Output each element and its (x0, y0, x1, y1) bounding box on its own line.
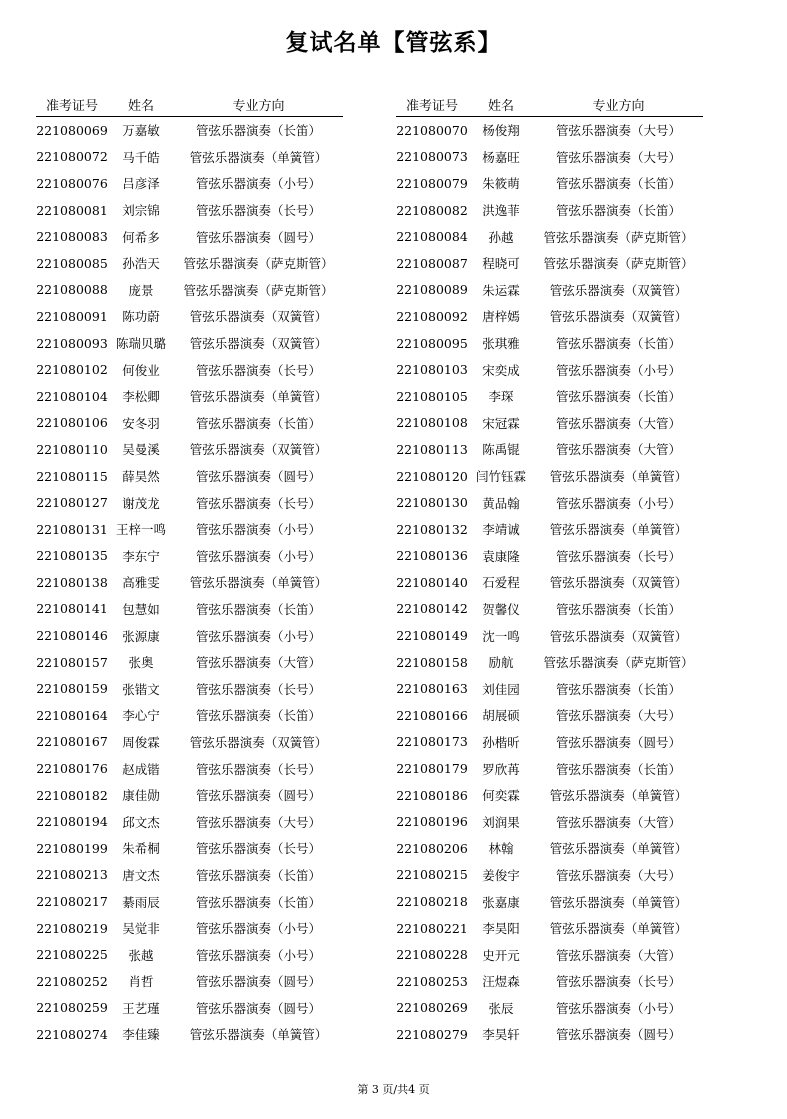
cell-exam-id: 221080146 (36, 628, 108, 644)
cell-major: 管弦乐器演奏（长笛） (195, 708, 321, 724)
table-row (396, 915, 703, 942)
table-row (36, 915, 343, 942)
cell-exam-id: 221080131 (36, 521, 108, 537)
cell-name: 胡展硕 (482, 708, 520, 724)
table-row (36, 888, 343, 915)
cell-name: 吴曼溪 (122, 442, 160, 458)
cell-exam-id: 221080142 (396, 601, 468, 617)
cell-exam-id: 221080092 (396, 308, 468, 324)
cell-name: 励航 (488, 655, 514, 671)
table-row (396, 250, 703, 277)
table-row (36, 702, 343, 729)
table-row (36, 755, 343, 782)
cell-name: 洪逸菲 (482, 203, 520, 219)
cell-name: 吴觉非 (122, 921, 160, 937)
cell-name: 孙浩天 (122, 256, 160, 272)
table-row (396, 303, 703, 330)
table-row (36, 941, 343, 968)
cell-name: 张辰 (488, 1000, 514, 1016)
cell-name: 周俊霖 (122, 734, 160, 750)
cell-exam-id: 221080089 (396, 282, 468, 298)
cell-major: 管弦乐器演奏（大管） (555, 814, 681, 830)
table-row (396, 782, 703, 809)
cell-major: 管弦乐器演奏（小号） (195, 947, 321, 963)
column-header-major: 专业方向 (534, 93, 703, 117)
cell-name: 汪煜森 (482, 974, 520, 990)
cell-name: 邱文杰 (122, 814, 160, 830)
cell-exam-id: 221080130 (396, 495, 468, 511)
cell-major: 管弦乐器演奏（单簧管） (189, 149, 328, 165)
cell-major: 管弦乐器演奏（大管） (555, 947, 681, 963)
column-header-id: 准考证号 (36, 93, 108, 117)
table-row (396, 463, 703, 490)
cell-name: 袁康隆 (482, 548, 520, 564)
table-row (36, 649, 343, 676)
cell-exam-id: 221080221 (396, 920, 468, 936)
cell-exam-id: 221080179 (396, 761, 468, 777)
cell-exam-id: 221080253 (396, 973, 468, 989)
table-row (36, 569, 343, 596)
table-row (36, 170, 343, 197)
cell-name: 陈禹锟 (482, 442, 520, 458)
table-row (396, 410, 703, 437)
cell-name: 宋冠霖 (482, 415, 520, 431)
cell-exam-id: 221080127 (36, 495, 108, 511)
table-row (36, 223, 343, 250)
cell-name: 唐文杰 (122, 867, 160, 883)
table-row (396, 755, 703, 782)
cell-major: 管弦乐器演奏（单簧管） (549, 522, 688, 538)
cell-exam-id: 221080163 (396, 681, 468, 697)
cell-exam-id: 221080120 (396, 468, 468, 484)
cell-major: 管弦乐器演奏（长号） (195, 841, 321, 857)
cell-name: 谢茂龙 (122, 495, 160, 511)
cell-major: 管弦乐器演奏（单簧管） (549, 841, 688, 857)
cell-exam-id: 221080158 (396, 654, 468, 670)
cell-name: 张嘉康 (482, 894, 520, 910)
cell-exam-id: 221080082 (396, 202, 468, 218)
cell-name: 赵成锴 (122, 761, 160, 777)
cell-exam-id: 221080279 (396, 1026, 468, 1042)
cell-major: 管弦乐器演奏（单簧管） (549, 894, 688, 910)
table-row (396, 596, 703, 623)
cell-major: 管弦乐器演奏（长笛） (195, 415, 321, 431)
table-row (396, 197, 703, 224)
cell-major: 管弦乐器演奏（单簧管） (549, 788, 688, 804)
table-row (396, 383, 703, 410)
cell-major: 管弦乐器演奏（小号） (555, 495, 681, 511)
cell-major: 管弦乐器演奏（大管） (555, 442, 681, 458)
table-row (396, 330, 703, 357)
cell-major: 管弦乐器演奏（小号） (555, 362, 681, 378)
table-row (36, 277, 343, 304)
cell-exam-id: 221080206 (396, 840, 468, 856)
cell-exam-id: 221080252 (36, 973, 108, 989)
cell-exam-id: 221080159 (36, 681, 108, 697)
cell-exam-id: 221080166 (396, 707, 468, 723)
cell-exam-id: 221080104 (36, 388, 108, 404)
table-row (36, 356, 343, 383)
cell-exam-id: 221080084 (396, 229, 468, 245)
table-header-row (36, 93, 343, 117)
cell-exam-id: 221080108 (396, 415, 468, 431)
table-row (36, 330, 343, 357)
cell-name: 何希多 (122, 229, 160, 245)
cell-name: 薛昊然 (122, 469, 160, 485)
cell-name: 孙楷昕 (482, 734, 520, 750)
cell-exam-id: 221080103 (396, 362, 468, 378)
table-row (36, 729, 343, 756)
table-row (396, 489, 703, 516)
cell-name: 黄品翰 (482, 495, 520, 511)
cell-exam-id: 221080093 (36, 335, 108, 351)
table-row (396, 170, 703, 197)
table-row (36, 489, 343, 516)
table-row (36, 1021, 343, 1048)
cell-exam-id: 221080138 (36, 574, 108, 590)
cell-exam-id: 221080113 (396, 441, 468, 457)
cell-exam-id: 221080135 (36, 548, 108, 564)
table-row (36, 436, 343, 463)
cell-name: 张奥 (128, 655, 154, 671)
cell-name: 贺馨仪 (482, 601, 520, 617)
table-row (36, 675, 343, 702)
cell-name: 史开元 (482, 947, 520, 963)
cell-major: 管弦乐器演奏（圆号） (195, 469, 321, 485)
cell-major: 管弦乐器演奏（大号） (195, 814, 321, 830)
cell-name: 林翰 (488, 841, 514, 857)
column-header-major: 专业方向 (174, 93, 343, 117)
column-header-id: 准考证号 (396, 93, 468, 117)
cell-name: 张锴文 (122, 681, 160, 697)
cell-major: 管弦乐器演奏（长笛） (555, 389, 681, 405)
cell-name: 朱筱萌 (482, 176, 520, 192)
cell-exam-id: 221080215 (396, 867, 468, 883)
table-row (396, 144, 703, 171)
cell-exam-id: 221080083 (36, 229, 108, 245)
cell-major: 管弦乐器演奏（长号） (195, 681, 321, 697)
table-header-row (396, 93, 703, 117)
cell-name: 康佳勋 (122, 788, 160, 804)
cell-name: 王梓一鸣 (115, 522, 166, 538)
cell-exam-id: 221080149 (396, 628, 468, 644)
cell-major: 管弦乐器演奏（长笛） (555, 176, 681, 192)
table-row (36, 144, 343, 171)
cell-exam-id: 221080132 (396, 521, 468, 537)
table-row (36, 197, 343, 224)
table-row (36, 808, 343, 835)
cell-exam-id: 221080186 (396, 787, 468, 803)
cell-exam-id: 221080069 (36, 122, 108, 138)
cell-name: 沈一鸣 (482, 628, 520, 644)
cell-major: 管弦乐器演奏（长笛） (195, 894, 321, 910)
cell-name: 李昊阳 (482, 921, 520, 937)
table-row (396, 223, 703, 250)
table-row (396, 569, 703, 596)
cell-exam-id: 221080087 (396, 255, 468, 271)
table-row (396, 1021, 703, 1048)
cell-major: 管弦乐器演奏（单簧管） (189, 389, 328, 405)
page-number: 第 3 页/共4 页 (357, 1083, 430, 1096)
cell-major: 管弦乐器演奏（小号） (195, 176, 321, 192)
cell-name: 庞景 (128, 282, 154, 298)
cell-name: 何俊业 (122, 362, 160, 378)
cell-exam-id: 221080106 (36, 415, 108, 431)
cell-major: 管弦乐器演奏（单簧管） (189, 575, 328, 591)
cell-exam-id: 221080176 (36, 761, 108, 777)
cell-major: 管弦乐器演奏（圆号） (555, 734, 681, 750)
table-row (36, 410, 343, 437)
cell-major: 管弦乐器演奏（双簧管） (189, 734, 328, 750)
table-row (36, 968, 343, 995)
table-row (36, 117, 343, 144)
cell-name: 张源康 (122, 628, 160, 644)
cell-major: 管弦乐器演奏（小号） (195, 548, 321, 564)
table-row (36, 596, 343, 623)
cell-major: 管弦乐器演奏（圆号） (195, 974, 321, 990)
cell-name: 李佳臻 (122, 1027, 160, 1043)
table-row (396, 888, 703, 915)
table-row (36, 995, 343, 1022)
cell-major: 管弦乐器演奏（双簧管） (549, 628, 688, 644)
cell-name: 唐梓嫣 (482, 309, 520, 325)
table-row (396, 968, 703, 995)
cell-major: 管弦乐器演奏（长笛） (555, 203, 681, 219)
table-row (396, 941, 703, 968)
table-row (396, 516, 703, 543)
cell-exam-id: 221080141 (36, 601, 108, 617)
cell-major: 管弦乐器演奏（双簧管） (549, 575, 688, 591)
table-row (396, 117, 703, 144)
cell-major: 管弦乐器演奏（小号） (195, 522, 321, 538)
table-row (396, 436, 703, 463)
table-row (36, 383, 343, 410)
cell-major: 管弦乐器演奏（萨克斯管） (183, 256, 334, 272)
roster-table-left (36, 93, 343, 1048)
cell-exam-id: 221080259 (36, 1000, 108, 1016)
cell-major: 管弦乐器演奏（长号） (555, 974, 681, 990)
cell-name: 杨嘉旺 (482, 149, 520, 165)
cell-exam-id: 221080173 (396, 734, 468, 750)
cell-major: 管弦乐器演奏（大号） (555, 867, 681, 883)
cell-major: 管弦乐器演奏（圆号） (195, 1000, 321, 1016)
cell-exam-id: 221080081 (36, 202, 108, 218)
cell-name: 刘佳园 (482, 681, 520, 697)
cell-name: 李东宁 (122, 548, 160, 564)
cell-major: 管弦乐器演奏（长笛） (555, 601, 681, 617)
cell-major: 管弦乐器演奏（大管） (555, 415, 681, 431)
cell-major: 管弦乐器演奏（长笛） (555, 336, 681, 352)
cell-name: 李靖诚 (482, 522, 520, 538)
cell-exam-id: 221080073 (396, 149, 468, 165)
cell-major: 管弦乐器演奏（大管） (195, 655, 321, 671)
table-row (36, 622, 343, 649)
cell-major: 管弦乐器演奏（长号） (555, 548, 681, 564)
cell-name: 张越 (128, 947, 154, 963)
cell-name: 宋奕成 (482, 362, 520, 378)
cell-name: 朱运霖 (482, 282, 520, 298)
cell-major: 管弦乐器演奏（圆号） (195, 229, 321, 245)
cell-name: 李心宁 (122, 708, 160, 724)
table-row (36, 250, 343, 277)
table-row (396, 277, 703, 304)
cell-major: 管弦乐器演奏（双簧管） (189, 336, 328, 352)
table-row (36, 463, 343, 490)
cell-name: 张琪雅 (482, 336, 520, 352)
table-row (396, 622, 703, 649)
cell-exam-id: 221080157 (36, 654, 108, 670)
cell-name: 刘润果 (482, 814, 520, 830)
cell-exam-id: 221080105 (396, 388, 468, 404)
cell-exam-id: 221080196 (396, 814, 468, 830)
cell-name: 何奕霖 (482, 788, 520, 804)
table-row (396, 729, 703, 756)
roster-body-right (396, 117, 703, 1048)
cell-name: 包慧如 (122, 601, 160, 617)
cell-exam-id: 221080274 (36, 1026, 108, 1042)
cell-exam-id: 221080088 (36, 282, 108, 298)
page-title: 复试名单【管弦系】 (285, 29, 502, 56)
cell-exam-id: 221080218 (396, 894, 468, 910)
cell-exam-id: 221080228 (396, 947, 468, 963)
cell-exam-id: 221080182 (36, 787, 108, 803)
cell-major: 管弦乐器演奏（双簧管） (549, 282, 688, 298)
cell-name: 高雅雯 (122, 575, 160, 591)
cell-name: 罗欣苒 (482, 761, 520, 777)
cell-name: 程晓可 (482, 256, 520, 272)
cell-major: 管弦乐器演奏（长号） (195, 203, 321, 219)
cell-major: 管弦乐器演奏（双簧管） (549, 309, 688, 325)
cell-exam-id: 221080140 (396, 574, 468, 590)
cell-name: 石爱程 (482, 575, 520, 591)
table-row (36, 516, 343, 543)
cell-major: 管弦乐器演奏（萨克斯管） (183, 282, 334, 298)
table-row (396, 702, 703, 729)
cell-major: 管弦乐器演奏（萨克斯管） (543, 655, 694, 671)
cell-name: 李松卿 (122, 389, 160, 405)
table-row (36, 782, 343, 809)
cell-name: 姜俊宇 (482, 867, 520, 883)
cell-major: 管弦乐器演奏（圆号） (195, 788, 321, 804)
cell-exam-id: 221080199 (36, 840, 108, 856)
cell-name: 安冬羽 (122, 415, 160, 431)
cell-major: 管弦乐器演奏（大号） (555, 149, 681, 165)
table-row (36, 543, 343, 570)
table-row (396, 808, 703, 835)
cell-exam-id: 221080076 (36, 175, 108, 191)
cell-major: 管弦乐器演奏（圆号） (555, 1027, 681, 1043)
roster-table-right (396, 93, 703, 1048)
cell-major: 管弦乐器演奏（双簧管） (189, 442, 328, 458)
table-row (396, 862, 703, 889)
cell-exam-id: 221080167 (36, 734, 108, 750)
cell-exam-id: 221080194 (36, 814, 108, 830)
cell-name: 陈功蔚 (122, 309, 160, 325)
cell-exam-id: 221080070 (396, 122, 468, 138)
cell-major: 管弦乐器演奏（长号） (195, 761, 321, 777)
table-row (396, 356, 703, 383)
cell-exam-id: 221080219 (36, 920, 108, 936)
cell-exam-id: 221080217 (36, 894, 108, 910)
cell-major: 管弦乐器演奏（单簧管） (549, 469, 688, 485)
cell-exam-id: 221080115 (36, 468, 108, 484)
cell-major: 管弦乐器演奏（小号） (195, 921, 321, 937)
cell-exam-id: 221080269 (396, 1000, 468, 1016)
cell-name: 王艺瑾 (122, 1000, 160, 1016)
table-row (396, 543, 703, 570)
cell-major: 管弦乐器演奏（单簧管） (189, 1027, 328, 1043)
cell-name: 朱希桐 (122, 841, 160, 857)
cell-major: 管弦乐器演奏（萨克斯管） (543, 256, 694, 272)
table-row (396, 995, 703, 1022)
cell-major: 管弦乐器演奏（萨克斯管） (543, 229, 694, 245)
table-row (36, 835, 343, 862)
cell-major: 管弦乐器演奏（小号） (195, 628, 321, 644)
cell-exam-id: 221080095 (396, 335, 468, 351)
cell-exam-id: 221080110 (36, 441, 108, 457)
cell-exam-id: 221080225 (36, 947, 108, 963)
table-row (36, 862, 343, 889)
cell-major: 管弦乐器演奏（长号） (195, 362, 321, 378)
cell-name: 万嘉敏 (122, 123, 160, 139)
cell-exam-id: 221080091 (36, 308, 108, 324)
roster-body-left (36, 117, 343, 1048)
cell-major: 管弦乐器演奏（双簧管） (189, 309, 328, 325)
table-row (396, 675, 703, 702)
cell-name: 吕彦泽 (122, 176, 160, 192)
cell-exam-id: 221080213 (36, 867, 108, 883)
cell-exam-id: 221080085 (36, 255, 108, 271)
cell-major: 管弦乐器演奏（长笛） (195, 601, 321, 617)
cell-major: 管弦乐器演奏（长笛） (195, 867, 321, 883)
cell-name: 闫竹钰霖 (475, 469, 526, 485)
cell-major: 管弦乐器演奏（长笛） (555, 681, 681, 697)
cell-name: 綦雨辰 (122, 894, 160, 910)
cell-name: 李昊轩 (482, 1027, 520, 1043)
table-row (36, 303, 343, 330)
table-row (396, 649, 703, 676)
cell-major: 管弦乐器演奏（小号） (555, 1000, 681, 1016)
cell-exam-id: 221080164 (36, 707, 108, 723)
cell-exam-id: 221080102 (36, 362, 108, 378)
column-header-name: 姓名 (468, 93, 534, 117)
cell-major: 管弦乐器演奏（长笛） (555, 761, 681, 777)
cell-exam-id: 221080136 (396, 548, 468, 564)
cell-major: 管弦乐器演奏（长笛） (195, 123, 321, 139)
column-header-name: 姓名 (108, 93, 174, 117)
cell-name: 刘宗锦 (122, 203, 160, 219)
cell-name: 李琛 (488, 389, 514, 405)
cell-major: 管弦乐器演奏（长号） (195, 495, 321, 511)
cell-exam-id: 221080072 (36, 149, 108, 165)
cell-name: 肖哲 (128, 974, 154, 990)
cell-name: 杨俊翔 (482, 123, 520, 139)
cell-major: 管弦乐器演奏（大号） (555, 123, 681, 139)
cell-name: 马千皓 (122, 149, 160, 165)
cell-name: 陈瑞贝璐 (115, 336, 166, 352)
cell-major: 管弦乐器演奏（单簧管） (549, 921, 688, 937)
cell-major: 管弦乐器演奏（大号） (555, 708, 681, 724)
cell-exam-id: 221080079 (396, 175, 468, 191)
cell-name: 孙越 (488, 229, 514, 245)
table-row (396, 835, 703, 862)
